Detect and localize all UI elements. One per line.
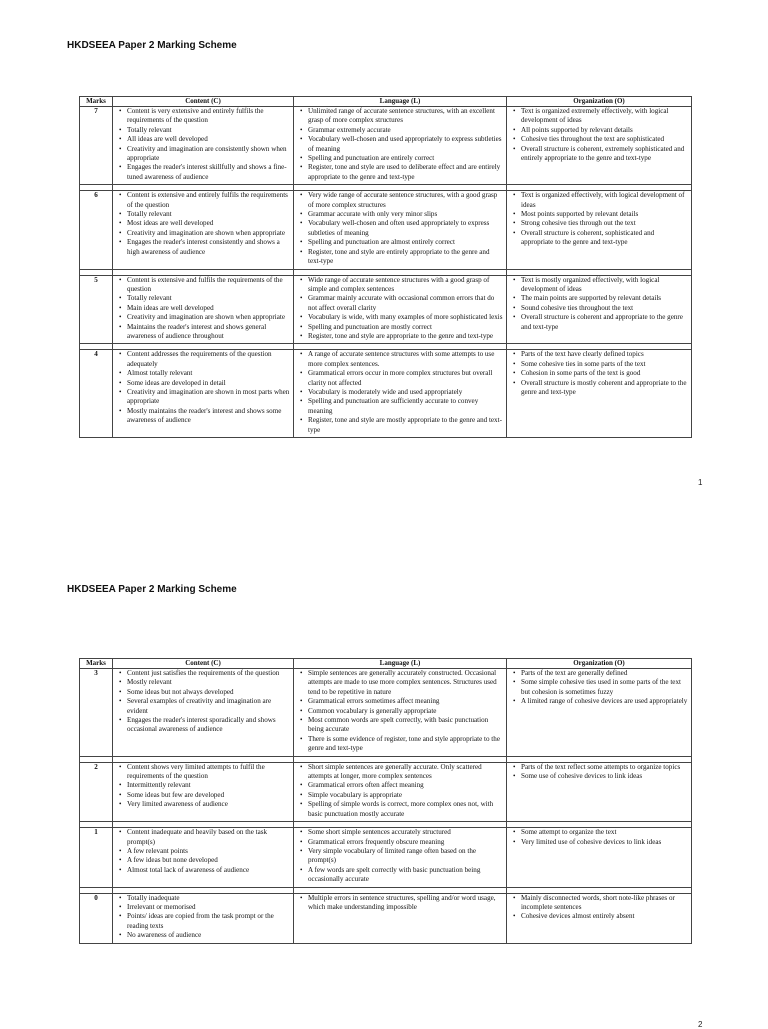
criterion-item: • Register, tone and style are used to deliberate effect and are entirely appropriate to the genre and text-type (308, 163, 503, 182)
page-1-heading: HKDSEEA Paper 2 Marking Scheme (67, 40, 237, 51)
criterion-item: • Simple sentences are generally accurately constructed. Occasional attempts are made to use more complex sentences. Structures used tend to be repetitive in nature (308, 669, 503, 697)
criterion-item: • Most ideas are well developed (127, 219, 290, 228)
content-criteria-list (116, 276, 290, 342)
criterion-item: • A few relevant points (127, 847, 290, 856)
language-criteria-list (297, 350, 503, 435)
criterion-item: • Content inadequate and heavily based on the task prompt(s) (127, 828, 290, 847)
language-cell (294, 893, 507, 943)
criterion-item: • Some use of cohesive devices to link ideas (521, 772, 688, 781)
criterion-item: • Content is very extensive and entirely fulfils the requirements of the question (127, 107, 290, 126)
criterion-item: • A few words are spelt correctly with basic punctuation being occasionally accurate (308, 866, 503, 885)
criterion-item: • Most points supported by relevant details (521, 210, 688, 219)
criterion-item: • Spelling and punctuation are sufficiently accurate to convey meaning (308, 397, 503, 416)
table-row (80, 762, 692, 821)
criterion-item: • Intermittently relevant (127, 781, 290, 790)
content-cell (113, 275, 294, 344)
criterion-item: • Some ideas are developed in detail (127, 379, 290, 388)
criterion-item: • Almost total lack of awareness of audience (127, 866, 290, 875)
language-cell (294, 275, 507, 344)
criterion-item: • Mostly maintains the reader's interest and shows some awareness of audience (127, 407, 290, 426)
language-cell (294, 669, 507, 757)
table-row (80, 275, 692, 344)
organization-cell (507, 893, 692, 943)
criterion-item: • Overall structure is coherent, extremely sophisticated and entirely appropriate to the genre and text-type (521, 145, 688, 164)
organization-criteria-list (510, 350, 688, 397)
organization-cell (507, 107, 692, 185)
table-row (80, 191, 692, 269)
mark-cell: 3 (80, 669, 113, 757)
criterion-item: • Vocabulary well-chosen and used appropriately to express subtleties of meaning (308, 135, 503, 154)
criterion-item: • Vocabulary is wide, with many examples of more sophisticated lexis (308, 313, 503, 322)
content-cell (113, 893, 294, 943)
content-cell (113, 107, 294, 185)
mark-cell: 0 (80, 893, 113, 943)
criterion-item: • Totally relevant (127, 294, 290, 303)
criterion-item: • No awareness of audience (127, 931, 290, 940)
marking-scheme-table-page-1 (79, 96, 692, 438)
criterion-item: • Some ideas but not always developed (127, 688, 290, 697)
organization-cell (507, 669, 692, 757)
language-criteria-list (297, 191, 503, 266)
header-language: Language (L) (294, 97, 507, 107)
language-cell (294, 828, 507, 887)
header-marks: Marks (80, 97, 113, 107)
criterion-item: • Vocabulary is moderately wide and used appropriately (308, 388, 503, 397)
mark-cell: 1 (80, 828, 113, 887)
criterion-item: • Spelling and punctuation are mostly correct (308, 323, 503, 332)
criterion-item: • Parts of the text have clearly defined topics (521, 350, 688, 359)
header-content: Content (C) (113, 659, 294, 669)
criterion-item: • Text is mostly organized effectively, with logical development of ideas (521, 276, 688, 295)
criterion-item: • Grammar extremely accurate (308, 126, 503, 135)
content-criteria-list (116, 350, 290, 425)
content-cell (113, 828, 294, 887)
criterion-item: • Mostly relevant (127, 678, 290, 687)
table-row (80, 669, 692, 757)
content-criteria-list (116, 828, 290, 875)
content-cell (113, 350, 294, 438)
criterion-item: • A range of accurate sentence structures with some attempts to use more complex sentences. (308, 350, 503, 369)
organization-criteria-list (510, 763, 688, 782)
mark-cell: 6 (80, 191, 113, 269)
header-marks: Marks (80, 659, 113, 669)
criterion-item: • Content just satisfies the requirements of the question (127, 669, 290, 678)
table-row (80, 107, 692, 185)
criterion-item: • Grammar mainly accurate with occasional common errors that do not affect overall clarity (308, 294, 503, 313)
criterion-item: • Wide range of accurate sentence structures with a good grasp of simple and complex sentences (308, 276, 503, 295)
header-organization: Organization (O) (507, 659, 692, 669)
criterion-item: • Common vocabulary is generally appropriate (308, 707, 503, 716)
criterion-item: • Register, tone and style are mostly appropriate to the genre and text-type (308, 416, 503, 435)
content-criteria-list (116, 669, 290, 735)
criterion-item: • Grammatical errors frequently obscure meaning (308, 838, 503, 847)
organization-criteria-list (510, 828, 688, 847)
criterion-item: • Content addresses the requirements of the question adequately (127, 350, 290, 369)
content-criteria-list (116, 894, 290, 941)
criterion-item: • Engages the reader's interest sporadically and shows occasional awareness of audience (127, 716, 290, 735)
language-criteria-list (297, 763, 503, 819)
criterion-item: • Totally inadequate (127, 894, 290, 903)
criterion-item: • Grammatical errors occur in more complex structures but overall clarity not affected (308, 369, 503, 388)
criterion-item: • Spelling and punctuation are entirely correct (308, 154, 503, 163)
criterion-item: • Some attempt to organize the text (521, 828, 688, 837)
organization-criteria-list (510, 107, 688, 163)
criterion-item: • Parts of the text are generally defined (521, 669, 688, 678)
criterion-item: • Several examples of creativity and imagination are evident (127, 697, 290, 716)
criterion-item: • Engages the reader's interest skillfully and shows a fine-tuned awareness of audience (127, 163, 290, 182)
organization-criteria-list (510, 191, 688, 247)
criterion-item: • Some short simple sentences accurately structured (308, 828, 503, 837)
criterion-item: • Text is organized extremely effectively, with logical development of ideas (521, 107, 688, 126)
table-row (80, 350, 692, 438)
language-criteria-list (297, 669, 503, 754)
criterion-item: • Almost totally relevant (127, 369, 290, 378)
criterion-item: • Creativity and imagination are shown when appropriate (127, 313, 290, 322)
organization-criteria-list (510, 894, 688, 922)
language-cell (294, 350, 507, 438)
criterion-item: • A few ideas but none developed (127, 856, 290, 865)
page-number: 1 (698, 478, 703, 487)
content-criteria-list (116, 191, 290, 257)
language-cell (294, 191, 507, 269)
criterion-item: • All points supported by relevant details (521, 126, 688, 135)
mark-cell: 2 (80, 762, 113, 821)
table-header-row (80, 659, 692, 669)
language-criteria-list (297, 894, 503, 913)
criterion-item: • Short simple sentences are generally accurate. Only scattered attempts at longer, more complex sentences (308, 763, 503, 782)
criterion-item: • Irrelevant or memorised (127, 903, 290, 912)
page-2-heading: HKDSEEA Paper 2 Marking Scheme (67, 584, 237, 595)
content-cell (113, 762, 294, 821)
mark-cell: 4 (80, 350, 113, 438)
criterion-item: • The main points are supported by relevant details (521, 294, 688, 303)
criterion-item: • Mainly disconnected words, short note-like phrases or incomplete sentences (521, 894, 688, 913)
criterion-item: • Main ideas are well developed (127, 304, 290, 313)
criterion-item: • Vocabulary well-chosen and often used appropriately to express subtleties of meaning (308, 219, 503, 238)
content-cell (113, 191, 294, 269)
organization-criteria-list (510, 276, 688, 332)
criterion-item: • Grammatical errors often affect meaning (308, 781, 503, 790)
criterion-item: • Overall structure is coherent, sophisticated and appropriate to the genre and text-type (521, 229, 688, 248)
criterion-item: • Grammar accurate with only very minor slips (308, 210, 503, 219)
criterion-item: • All ideas are well developed (127, 135, 290, 144)
header-organization: Organization (O) (507, 97, 692, 107)
criterion-item: • Totally relevant (127, 210, 290, 219)
criterion-item: • Creativity and imagination are consistently shown when appropriate (127, 145, 290, 164)
criterion-item: • Sound cohesive ties throughout the text (521, 304, 688, 313)
content-cell (113, 669, 294, 757)
header-content: Content (C) (113, 97, 294, 107)
organization-cell (507, 191, 692, 269)
content-criteria-list (116, 763, 290, 810)
criterion-item: • Content is extensive and fulfils the requirements of the question (127, 276, 290, 295)
criterion-item: • Register, tone and style are appropriate to the genre and text-type (308, 332, 503, 341)
criterion-item: • Spelling of simple words is correct, more complex ones not, with basic punctuation mostly accurate (308, 800, 503, 819)
criterion-item: • Grammatical errors sometimes affect meaning (308, 697, 503, 706)
criterion-item: • Register, tone and style are entirely appropriate to the genre and text-type (308, 248, 503, 267)
organization-cell (507, 350, 692, 438)
page-number: 2 (698, 1020, 703, 1029)
criterion-item: • Engages the reader's interest consistently and shows a high awareness of audience (127, 238, 290, 257)
table-header-row (80, 97, 692, 107)
criterion-item: • Creativity and imagination are shown in most parts when appropriate (127, 388, 290, 407)
criterion-item: • Content is extensive and entirely fulfils the requirements of the question (127, 191, 290, 210)
organization-cell (507, 762, 692, 821)
criterion-item: • Very simple vocabulary of limited range often based on the prompt(s) (308, 847, 503, 866)
criterion-item: • Very limited awareness of audience (127, 800, 290, 809)
language-cell (294, 762, 507, 821)
criterion-item: • Very limited use of cohesive devices to link ideas (521, 838, 688, 847)
criterion-item: • Unlimited range of accurate sentence structures, with an excellent grasp of more complex structures (308, 107, 503, 126)
table-row (80, 828, 692, 887)
language-criteria-list (297, 828, 503, 884)
criterion-item: • Overall structure is mostly coherent and appropriate to the genre and text-type (521, 379, 688, 398)
criterion-item: • Cohesion in some parts of the text is good (521, 369, 688, 378)
criterion-item: • Totally relevant (127, 126, 290, 135)
criterion-item: • Creativity and imagination are shown when appropriate (127, 229, 290, 238)
criterion-item: • Content shows very limited attempts to fulfil the requirements of the question (127, 763, 290, 782)
criterion-item: • Some ideas but few are developed (127, 791, 290, 800)
language-criteria-list (297, 107, 503, 182)
header-language: Language (L) (294, 659, 507, 669)
organization-criteria-list (510, 669, 688, 707)
content-criteria-list (116, 107, 290, 182)
criterion-item: • A limited range of cohesive devices are used appropriately (521, 697, 688, 706)
language-criteria-list (297, 276, 503, 342)
criterion-item: • Cohesive ties throughout the text are sophisticated (521, 135, 688, 144)
mark-cell: 5 (80, 275, 113, 344)
mark-cell: 7 (80, 107, 113, 185)
criterion-item: • Cohesive devices almost entirely absent (521, 912, 688, 921)
language-cell (294, 107, 507, 185)
table-row (80, 893, 692, 943)
criterion-item: • Overall structure is coherent and appropriate to the genre and text-type (521, 313, 688, 332)
criterion-item: • Some cohesive ties in some parts of the text (521, 360, 688, 369)
criterion-item: • Text is organized effectively, with logical development of ideas (521, 191, 688, 210)
criterion-item: • Very wide range of accurate sentence structures, with a good grasp of more complex structures (308, 191, 503, 210)
criterion-item: • Multiple errors in sentence structures, spelling and/or word usage, which make understanding impossible (308, 894, 503, 913)
criterion-item: • Maintains the reader's interest and shows general awareness of audience throughout (127, 323, 290, 342)
organization-cell (507, 275, 692, 344)
criterion-item: • Parts of the text reflect some attempts to organize topics (521, 763, 688, 772)
criterion-item: • Some simple cohesive ties used in some parts of the text but cohesion is sometimes fuzzy (521, 678, 688, 697)
criterion-item: • Points/ ideas are copied from the task prompt or the reading texts (127, 912, 290, 931)
criterion-item: • Spelling and punctuation are almost entirely correct (308, 238, 503, 247)
criterion-item: • Most common words are spelt correctly, with basic punctuation being accurate (308, 716, 503, 735)
criterion-item: • There is some evidence of register, tone and style appropriate to the genre and text-type (308, 735, 503, 754)
criterion-item: • Strong cohesive ties through out the text (521, 219, 688, 228)
criterion-item: • Simple vocabulary is appropriate (308, 791, 503, 800)
marking-scheme-table-page-2 (79, 658, 692, 944)
organization-cell (507, 828, 692, 887)
